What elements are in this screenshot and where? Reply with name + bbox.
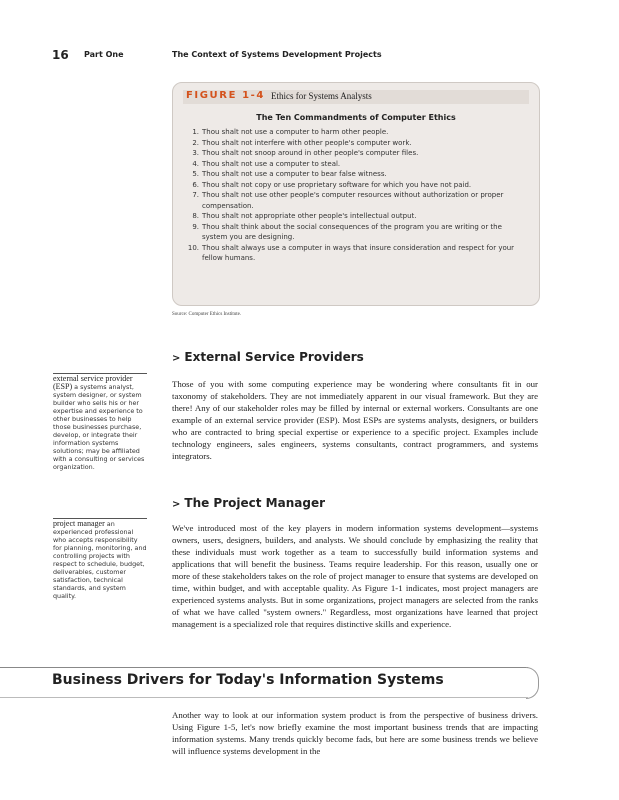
list-item: 2. Thou shalt not interfere with other people's computer work. (192, 138, 412, 147)
page-number: 16 (52, 48, 69, 62)
glossary-definition: a systems analyst, system designer, or system builder who sells his or her expertise and experience to other businesses to help those businesses purchase, develop, or integrate their information systems solutions; may be affiliated with a consulting or services organization. (53, 383, 145, 471)
glossary-term: project manager (53, 519, 105, 528)
section-heading-project-manager: > The Project Manager (172, 496, 325, 510)
commandments-list (187, 127, 527, 264)
list-item: 7. Thou shalt not use other people's computer resources without authorization or proper compensation. (192, 191, 504, 210)
margin-definition-esp (53, 373, 147, 471)
figure-1-4-box (172, 82, 540, 306)
body-paragraph: Those of you with some computing experience may be wondering where consultants fit in our taxonomy of stakeholders. They are not immediately apparent in our visual framework. But they are there! Any of our stakeholder roles may be filled by internal or external workers. Consultants are one example of an external service provider (ESP). Most ESPs are systems analysts, designers, or builders who are contracted to bring special expertise or experience to a specific project. Examples include technology engineers, sales engineers, systems consultants, contract programmers, and systems integrators. (172, 379, 538, 461)
glossary-definition: an experienced professional who accepts responsibility for planning, monitoring, and controlling projects with respect to schedule, budget, deliverables, customer satisfaction, technical standards, and system quality. (53, 520, 147, 600)
running-header (0, 48, 619, 62)
figure-title: Ethics for Systems Analysts (271, 91, 372, 101)
section-heading-external-service-providers: > External Service Providers (172, 350, 364, 364)
list-item: 8. Thou shalt not appropriate other people's intellectual output. (192, 212, 417, 220)
body-paragraph: We've introduced most of the key players in modern information systems development—systems owners, users, designers, builders, and analysts. We should conclude by emphasizing the reality that these individuals must work together as a team to successfully build information systems and applications that will benefit the business. Teams require leadership. For this reason, usually one or more of these stakeholders takes on the role of project manager to ensure that systems are developed on time, within budget, and with acceptable quality. As Figure 1-1 indicates, most project managers are experienced systems analysts. But in some organizations, project managers are selected from the ranks of what we have called "system owners." Regardless, most organizations have learned that project management is a specialized role that requires distinctive skills and experience. (172, 523, 538, 629)
arrow-icon: > (172, 499, 181, 510)
part-label: Part One (84, 50, 124, 59)
running-title: The Context of Systems Development Projects (172, 50, 382, 59)
list-item: 10. Thou shalt always use a computer in ways that insure consideration and respect for your fellow humans. (187, 243, 515, 262)
list-item: 4. Thou shalt not use a computer to steal. (192, 159, 341, 168)
list-item: 1. Thou shalt not use a computer to harm other people. (192, 128, 389, 136)
figure-header-bar (183, 90, 529, 104)
list-item: 5. Thou shalt not use a computer to bear false witness. (192, 170, 387, 178)
list-item: 9. Thou shalt think about the social consequences of the program you are writing or the system you are designing. (192, 222, 502, 241)
section-rule (0, 667, 528, 668)
list-item: 3. Thou shalt not snoop around in other people's computer files. (192, 149, 419, 157)
list-item: 6. Thou shalt not copy or use proprietary software for which you have not paid. (192, 180, 472, 189)
major-section-heading: Business Drivers for Today's Information Systems (52, 672, 444, 688)
glossary-term: external service provider (ESP) (53, 374, 133, 391)
body-paragraph: Another way to look at our information system product is from the perspective of business drivers. Using Figure 1-5, let's now briefly examine the most important business trends that are impacting information systems. Many trends quickly become fads, but here are some business trends we believe will influence systems development in the (172, 710, 538, 756)
arrow-icon: > (172, 353, 181, 364)
section-rule (0, 697, 528, 698)
section-rule-curve (526, 667, 539, 699)
figure-label: FIGURE 1-4 (186, 90, 265, 101)
figure-subtitle: The Ten Commandments of Computer Ethics (256, 113, 456, 122)
margin-definition-project-manager (53, 518, 147, 600)
figure-source: Source: Computer Ethics Institute. (172, 312, 242, 317)
